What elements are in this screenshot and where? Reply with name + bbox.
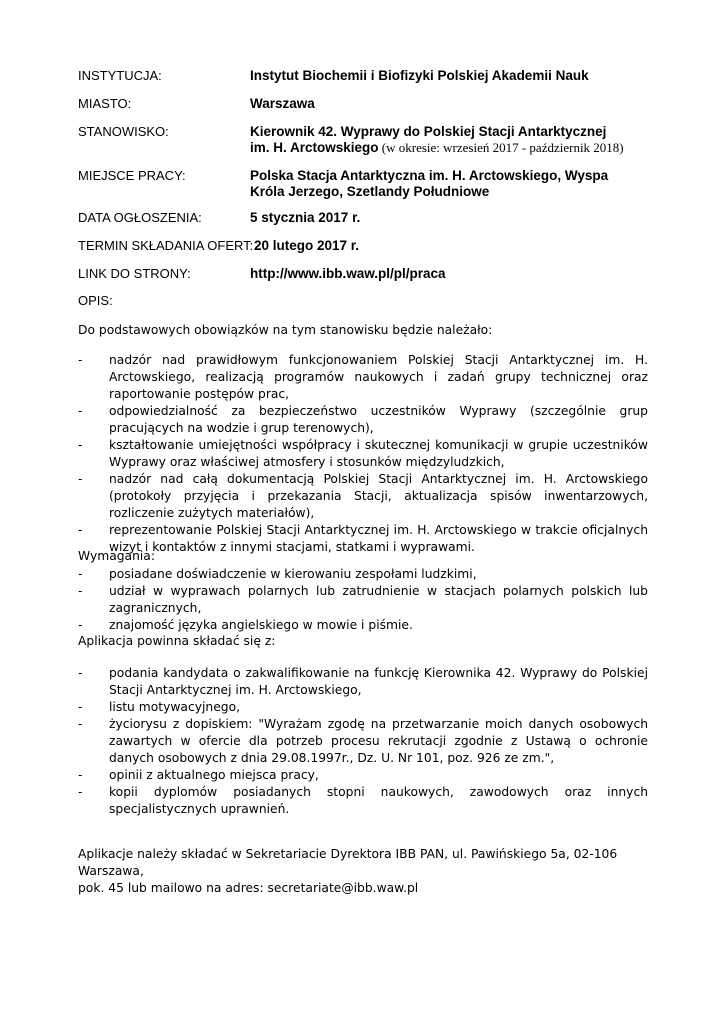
list-dash: - [78, 768, 83, 782]
application-item [78, 699, 648, 716]
list-dash: - [78, 584, 83, 598]
submission-line-1: Aplikacje należy składać w Sekretariacie Dyrektora IBB PAN, ul. Pawińskiego 5a, 02-106 Warszawa, [78, 847, 618, 878]
requirements-intro: Wymagania: [78, 549, 155, 563]
duties-intro: Do podstawowych obowiązków na tym stanowisku będzie należało: [78, 323, 493, 337]
list-dash: - [78, 567, 83, 581]
list-dash: - [78, 618, 83, 632]
requirement-item-text: udział w wyprawach polarnych lub zatrudnienie w stacjach polarnych polskich lub zagranicznych, [109, 584, 648, 615]
institution-value: Instytut Biochemii i Biofizyki Polskiej Akademii Nauk [250, 68, 589, 83]
duty-item-text: odpowiedzialność za bezpieczeństwo uczestników Wyprawy (szczególnie grup pracujących na wodzie i grup terenowych), [109, 404, 648, 435]
position-value [250, 124, 665, 156]
city-value: Warszawa [250, 96, 315, 111]
submission-info [78, 846, 648, 897]
duty-item-text: nadzór nad całą dokumentacją Polskiej Stacji Antarktycznej im. H. Arctowskiego (protokoły przyjęcia i przekazania Stacji, aktualizacja spisów inwentarzowych, rozliczenie zużytych materiałów), [109, 472, 648, 520]
list-dash: - [78, 404, 83, 418]
posting-date-value: 5 stycznia 2017 r. [250, 210, 361, 225]
position-label: STANOWISKO: [78, 124, 169, 139]
application-item [78, 716, 648, 767]
application-item [78, 665, 648, 699]
list-dash: - [78, 353, 83, 367]
list-dash: - [78, 438, 83, 452]
workplace-label: MIEJSCE PRACY: [78, 168, 186, 183]
job-page-link[interactable]: http://www.ibb.waw.pl/pl/praca [250, 266, 446, 281]
requirement-item [78, 566, 648, 583]
link-label: LINK DO STRONY: [78, 266, 191, 281]
list-dash: - [78, 785, 83, 799]
description-label: OPIS: [78, 293, 113, 308]
duty-item-text: reprezentowanie Polskiej Stacji Antarktycznej im. H. Arctowskiego w trakcie oficjalnych wizyt i kontaktów z innymi stacjami, statkami i wyprawami. [109, 523, 648, 554]
requirement-item [78, 617, 648, 634]
application-item-text: kopii dyplomów posiadanych stopni naukowych, zawodowych oraz innych specjalistycznych uprawnień. [109, 785, 648, 816]
position-period: (w okresie: wrzesień 2017 - październik 2018) [378, 140, 624, 155]
submission-line-2: pok. 45 lub mailowo na adres: secretariate@ibb.waw.pl [78, 881, 419, 895]
duty-item [78, 403, 648, 437]
position-title-line1: Kierownik 42. Wyprawy do Polskiej Stacji Antarktycznej [250, 124, 607, 139]
list-dash: - [78, 666, 83, 680]
application-item-text: listu motywacyjnego, [109, 700, 241, 714]
application-item-text: podania kandydata o zakwalifikowanie na funkcję Kierownika 42. Wyprawy do Polskiej Stacji Antarktycznej im. H. Arctowskiego, [109, 666, 648, 697]
application-item-text: życiorysu z dopiskiem: "Wyrażam zgodę na przetwarzanie moich danych osobowych zawartych w ofercie dla potrzeb procesu rekrutacji zgodnie z Ustawą o ochronie danych osobowych z dnia 29.08.1997r., Dz. U. Nr 101, poz. 926 ze zm.", [109, 717, 648, 765]
application-section [78, 665, 648, 818]
list-dash: - [78, 523, 83, 537]
duty-item [78, 437, 648, 471]
list-dash: - [78, 717, 83, 731]
institution-label: INSTYTUCJA: [78, 68, 162, 83]
duty-item [78, 352, 648, 403]
deadline-value: 20 lutego 2017 r. [254, 238, 360, 253]
duty-item [78, 471, 648, 522]
deadline-label: TERMIN SKŁADANIA OFERT: [78, 238, 254, 253]
list-dash: - [78, 700, 83, 714]
requirements-section [78, 566, 648, 634]
application-intro: Aplikacja powinna składać się z: [78, 634, 276, 648]
requirement-item-text: znajomość języka angielskiego w mowie i piśmie. [109, 618, 413, 632]
duties-list [78, 352, 648, 556]
requirements-list [78, 566, 648, 634]
duties-section [78, 352, 648, 556]
application-item-text: opinii z aktualnego miejsca pracy, [109, 768, 319, 782]
requirement-item [78, 583, 648, 617]
workplace-value: Polska Stacja Antarktyczna im. H. Arctowskiego, Wyspa Króla Jerzego, Szetlandy Południowe [250, 168, 609, 199]
application-list [78, 665, 648, 818]
requirement-item-text: posiadane doświadczenie w kierowaniu zespołami ludzkimi, [109, 567, 477, 581]
list-dash: - [78, 472, 83, 486]
position-title-line2: im. H. Arctowskiego [250, 140, 379, 155]
duty-item-text: kształtowanie umiejętności współpracy i skutecznej komunikacji w grupie uczestników Wyprawy oraz właściwej atmosfery i stosunków międzyludzkich, [109, 438, 648, 469]
city-label: MIASTO: [78, 96, 132, 111]
application-item [78, 767, 648, 784]
duty-item-text: nadzór nad prawidłowym funkcjonowaniem Polskiej Stacji Antarktycznej im. H. Arctowskiego, realizacją programów naukowych i zadań grupy technicznej oraz raportowanie postępów prac, [109, 353, 648, 401]
application-item [78, 784, 648, 818]
posting-date-label: DATA OGŁOSZENIA: [78, 210, 202, 225]
